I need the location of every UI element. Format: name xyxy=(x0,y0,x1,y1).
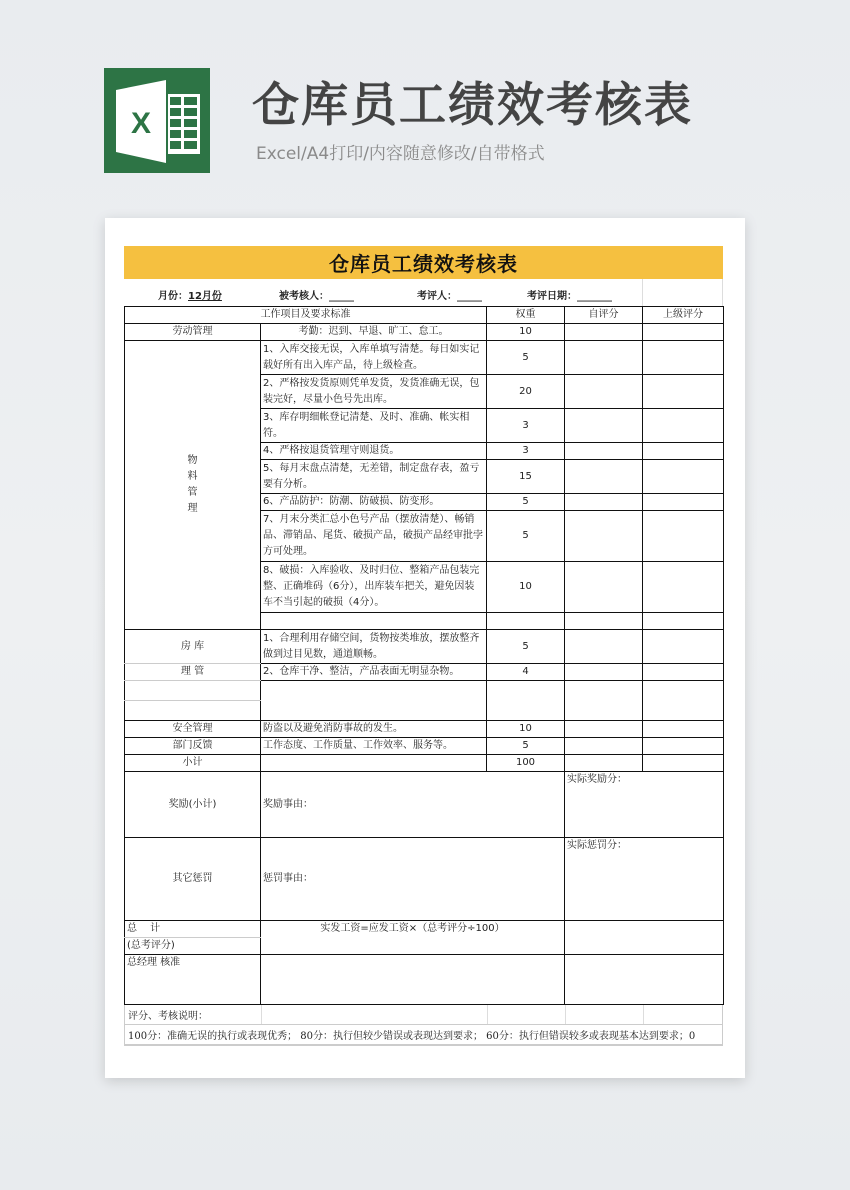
reward-score-field[interactable]: 实际奖励分： xyxy=(565,772,724,838)
document-page xyxy=(105,218,745,1078)
category-warehouse-line2: 理 管 xyxy=(125,664,261,681)
category-penalty: 其它惩罚 xyxy=(125,838,261,921)
item-text: 2、严格按发货原则凭单发货，发货准确无误，包装完好，尽量小色号先出库。 xyxy=(261,375,487,409)
assessee-field[interactable]: 被考核人：_____ xyxy=(279,291,354,302)
item-weight: 5 xyxy=(487,738,565,755)
meta-row xyxy=(124,279,723,306)
superior-score-cell[interactable] xyxy=(643,341,724,375)
superior-score-cell[interactable] xyxy=(643,511,724,562)
item-text: 防盗以及避免消防事故的发生。 xyxy=(261,721,487,738)
self-score-cell[interactable] xyxy=(565,494,643,511)
item-weight: 10 xyxy=(487,324,565,341)
superior-score-total-cell[interactable] xyxy=(643,755,724,772)
item-weight: 5 xyxy=(487,511,565,562)
gm-approval-score[interactable] xyxy=(565,955,724,1005)
superior-score-cell[interactable] xyxy=(643,460,724,494)
self-score-cell[interactable] xyxy=(565,409,643,443)
header-self-score: 自评分 xyxy=(565,307,643,324)
superior-score-cell[interactable] xyxy=(643,681,724,721)
self-score-cell[interactable] xyxy=(565,511,643,562)
superior-score-cell[interactable] xyxy=(643,324,724,341)
self-score-cell[interactable] xyxy=(565,341,643,375)
self-score-cell[interactable] xyxy=(565,460,643,494)
header-item: 工作项目及要求标准 xyxy=(125,307,487,324)
item-text: 工作态度、工作质量、工作效率、服务等。 xyxy=(261,738,487,755)
item-text: 4、严格按退货管理守则退货。 xyxy=(261,443,487,460)
assessment-table xyxy=(124,306,724,1005)
category-warehouse-line1: 房 库 xyxy=(125,630,261,664)
category-subtotal: 小计 xyxy=(125,755,261,772)
notes-text: 100分：准确无误的执行或表现优秀； 80分：执行但较少错误或表现达到要求； 60分：执行但错误较多或表现基本达到要求；0 xyxy=(125,1025,722,1045)
self-score-cell[interactable] xyxy=(565,664,643,681)
item-weight: 5 xyxy=(487,494,565,511)
item-weight: 20 xyxy=(487,375,565,409)
item-text: 1、入库交接无误，入库单填写清楚。每日如实记载好所有出入库产品，待上级检查。 xyxy=(261,341,487,375)
category-safety: 安全管理 xyxy=(125,721,261,738)
banner-subtitle: Excel/A4打印/内容随意修改/自带格式 xyxy=(256,144,545,164)
category-reward: 奖励(小计) xyxy=(125,772,261,838)
total-sublabel: (总考评分) xyxy=(125,938,261,955)
header-weight: 权重 xyxy=(487,307,565,324)
gm-approval-label: 总经理 核准 xyxy=(125,955,261,1005)
empty-category-cell xyxy=(125,701,261,721)
item-text: 2、仓库干净、整洁，产品表面无明显杂物。 xyxy=(261,664,487,681)
item-text: 3、库存明细帐登记清楚、及时、准确、帐实相符。 xyxy=(261,409,487,443)
superior-score-cell[interactable] xyxy=(643,409,724,443)
excel-icon xyxy=(104,68,210,173)
salary-formula: 实发工资=应发工资×（总考评分÷100） xyxy=(261,921,565,955)
date-field[interactable]: 考评日期：_______ xyxy=(527,291,612,302)
sheet-title: 仓库员工绩效考核表 xyxy=(124,246,723,279)
item-weight: 10 xyxy=(487,562,565,613)
self-score-cell[interactable] xyxy=(565,630,643,664)
gm-approval-field[interactable] xyxy=(261,955,565,1005)
empty-item-cell[interactable] xyxy=(261,681,487,721)
subtotal-weight: 100 xyxy=(487,755,565,772)
month-field[interactable]: 月份：12月份 xyxy=(158,291,222,302)
empty-item-cell[interactable] xyxy=(261,613,487,630)
item-weight: 3 xyxy=(487,409,565,443)
self-score-cell[interactable] xyxy=(565,324,643,341)
item-text: 5、每月末盘点清楚，无差错，制定盘存表，盈亏要有分析。 xyxy=(261,460,487,494)
self-score-cell[interactable] xyxy=(565,375,643,409)
self-score-cell[interactable] xyxy=(565,681,643,721)
superior-score-cell[interactable] xyxy=(643,613,724,630)
header-superior-score: 上级评分 xyxy=(643,307,724,324)
penalty-reason-field[interactable]: 惩罚事由： xyxy=(261,838,565,921)
reward-reason-field[interactable]: 奖励事由： xyxy=(261,772,565,838)
notes-label: 评分、考核说明： xyxy=(128,1011,208,1022)
self-score-cell[interactable] xyxy=(565,738,643,755)
empty-weight-cell[interactable] xyxy=(487,681,565,721)
item-weight: 4 xyxy=(487,664,565,681)
superior-score-cell[interactable] xyxy=(643,630,724,664)
penalty-score-field[interactable]: 实际惩罚分： xyxy=(565,838,724,921)
superior-score-cell[interactable] xyxy=(643,443,724,460)
banner-title: 仓库员工绩效考核表 xyxy=(252,78,693,133)
item-weight: 3 xyxy=(487,443,565,460)
superior-score-cell[interactable] xyxy=(643,562,724,613)
assessor-field[interactable]: 考评人：_____ xyxy=(417,291,482,302)
svg-text:X: X xyxy=(130,107,152,140)
self-score-cell[interactable] xyxy=(565,562,643,613)
item-text: 1、合理利用存储空间，货物按类堆放，摆放整齐做到过目见数，通道顺畅。 xyxy=(261,630,487,664)
category-labor: 劳动管理 xyxy=(125,324,261,341)
superior-score-cell[interactable] xyxy=(643,721,724,738)
empty-category-cell xyxy=(125,681,261,701)
self-score-cell[interactable] xyxy=(565,443,643,460)
superior-score-cell[interactable] xyxy=(643,375,724,409)
total-score-cell[interactable] xyxy=(565,921,724,955)
notes-label-row xyxy=(125,1005,722,1025)
item-weight: 5 xyxy=(487,341,565,375)
item-weight: 15 xyxy=(487,460,565,494)
item-text: 8、破损：入库验收、及时归位、整箱产品包装完整、正确堆码（6分），出库装车把关，避免因装车不当引起的破损（4分）。 xyxy=(261,562,487,613)
total-label: 总 计 xyxy=(125,921,261,938)
empty-item-cell[interactable] xyxy=(261,755,487,772)
item-text: 7、月末分类汇总小色号产品（摆放清楚）、畅销品、滞销品、尾货、破损产品，破损产品经审批孛方可处理。 xyxy=(261,511,487,562)
spreadsheet xyxy=(124,246,723,1046)
empty-weight-cell[interactable] xyxy=(487,613,565,630)
item-text: 考勤：迟到、早退、旷工、怠工。 xyxy=(261,324,487,341)
superior-score-cell[interactable] xyxy=(643,738,724,755)
category-feedback: 部门反馈 xyxy=(125,738,261,755)
self-score-cell[interactable] xyxy=(565,613,643,630)
superior-score-cell[interactable] xyxy=(643,664,724,681)
scoring-notes xyxy=(124,1005,723,1046)
category-material: 物 料 管 理 xyxy=(125,341,261,630)
superior-score-cell[interactable] xyxy=(643,494,724,511)
item-weight: 10 xyxy=(487,721,565,738)
item-weight: 5 xyxy=(487,630,565,664)
self-score-total-cell[interactable] xyxy=(565,755,643,772)
item-text: 6、产品防护：防潮、防破损、防变形。 xyxy=(261,494,487,511)
self-score-cell[interactable] xyxy=(565,721,643,738)
